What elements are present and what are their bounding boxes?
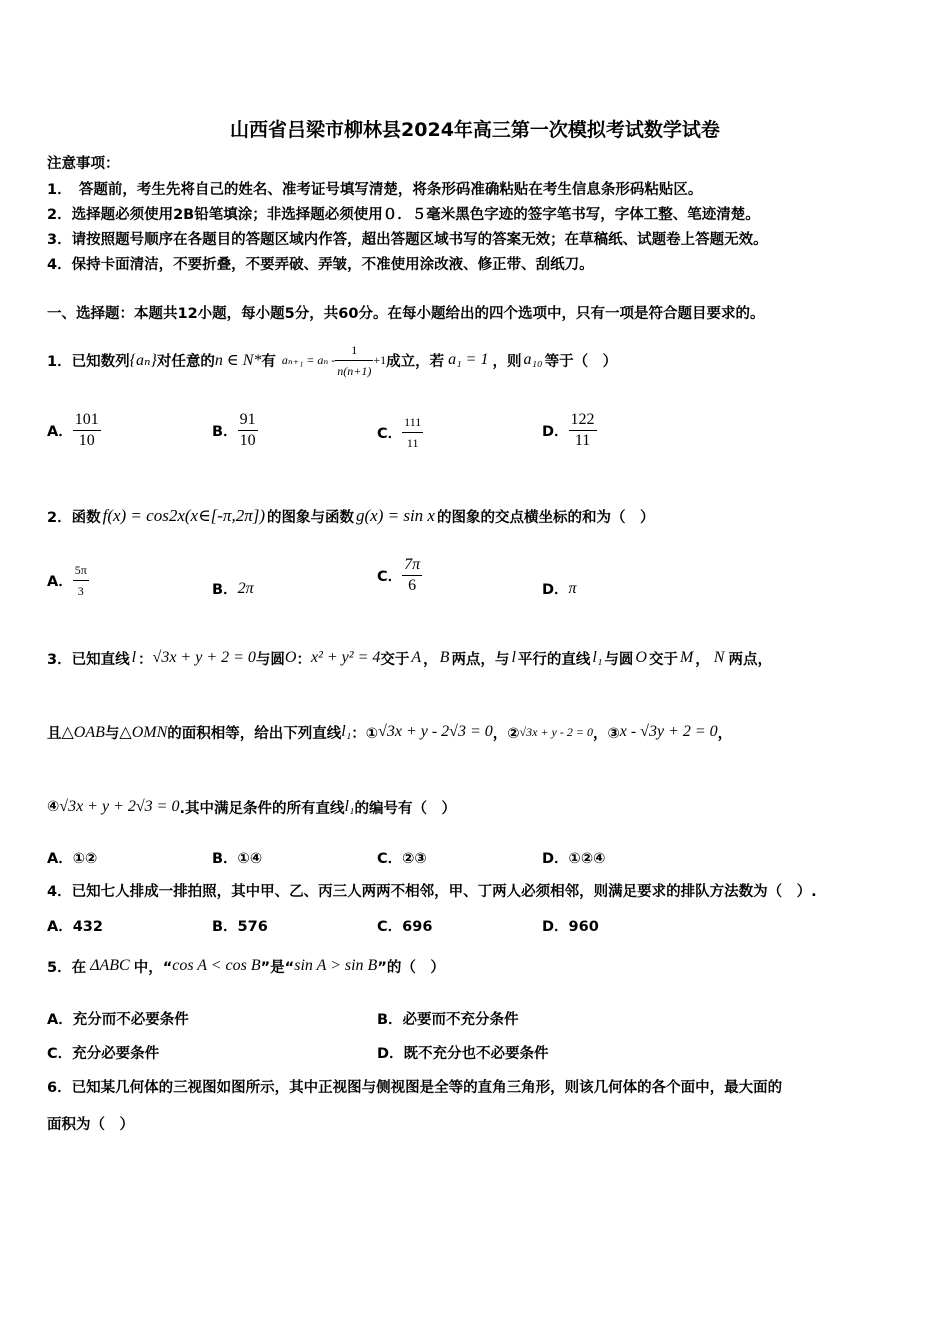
denominator: 10: [78, 432, 95, 449]
q5-condition-1: cos A < cos B: [172, 957, 261, 974]
q3-choice-4: √3x + y + 2√3 = 0: [59, 798, 180, 815]
q4-option-a[interactable]: A．432: [47, 919, 103, 935]
option-label: D．: [542, 424, 569, 440]
q3-text-8: 两点，: [728, 651, 772, 668]
q1-option-c[interactable]: [377, 412, 423, 453]
q1-recurrence-lhs: aₙ₊₁ = aₙ -: [281, 352, 336, 367]
q3-line-l1: l₁: [592, 649, 603, 666]
q3-text-10: 与: [104, 725, 120, 742]
q1-text-2: 对任意的: [156, 353, 215, 370]
option-value: 2π: [237, 579, 254, 597]
q3-text-3: 交于: [380, 651, 410, 668]
q5-option-a[interactable]: A．充分而不必要条件: [47, 1012, 189, 1028]
option-label: A．: [47, 574, 73, 590]
q2-text-2: 的图象与函数: [267, 509, 354, 526]
q3-text-12: ：①: [351, 725, 379, 742]
q3-text-11: 的面积相等，给出下列直线: [167, 725, 342, 742]
q3-text-7: 交于: [648, 651, 678, 668]
q3-text-17: .其中满足条件的所有直线: [179, 800, 345, 817]
q2-option-c[interactable]: [377, 555, 422, 596]
q3-choice-2: √3x + y - 2 = 0: [519, 724, 593, 739]
option-label: A．: [47, 424, 73, 440]
q5-triangle: ΔABC: [90, 957, 130, 974]
numerator: 5π: [73, 560, 89, 581]
q2-function-f: f(x) = cos2x(x∈[-π,2π]): [102, 506, 265, 525]
q3-option-d[interactable]: D．①②④: [542, 851, 606, 867]
q3-line-l1-c: l₁: [344, 798, 355, 815]
q4-option-c[interactable]: C．696: [377, 919, 433, 935]
q2-option-b[interactable]: [212, 578, 254, 599]
q3-text-1: 3．已知直线: [47, 651, 130, 668]
q3-choice-3: x - √3y + 2 = 0: [619, 723, 718, 740]
q1-option-d[interactable]: [542, 410, 597, 451]
page-title: 山西省吕梁市柳林县2024年高三第一次模拟考试数学试卷: [230, 119, 720, 141]
denominator: 6: [408, 577, 417, 594]
q3-point-n: N: [713, 649, 725, 666]
q3-line-l: l: [131, 649, 137, 666]
q3-circle-o-2: O: [635, 649, 647, 666]
denominator: 3: [77, 584, 84, 598]
q3-text-4: 两点，与: [451, 651, 510, 668]
q1-recurrence-tail: +1: [373, 352, 387, 367]
q3-option-b[interactable]: B．①④: [212, 851, 263, 867]
q3-text-6: 与圆: [604, 651, 634, 668]
question-4: 4．已知七人排成一排拍照，其中甲、乙、丙三人两两不相邻，甲、丁两人必须相邻，则满足要求的排队方法数为（ ）.: [47, 884, 817, 900]
option-value: π: [568, 579, 577, 597]
q2-option-a[interactable]: [47, 560, 89, 601]
q3-text-18: 的编号有（ ）: [354, 800, 456, 817]
q3-circle-equation: x² + y² = 4: [310, 649, 381, 666]
q3-text-14: ，③: [592, 725, 620, 742]
option-fraction: [73, 560, 89, 601]
q3-colon: ：: [138, 651, 153, 668]
question-6-line-1: 6．已知某几何体的三视图如图所示，其中正视图与侧视图是全等的直角三角形，则该几何体的各个面中，最大面的: [47, 1080, 783, 1096]
option-label: B．: [212, 424, 238, 440]
q1-condition: n ∈ N*: [214, 352, 262, 369]
denominator: 11: [406, 436, 419, 450]
q3-text-15: ，: [717, 725, 733, 742]
q1-text-1: 1．已知数列: [47, 353, 130, 370]
q1-option-b[interactable]: [212, 410, 258, 451]
q1-a1: a₁ = 1: [448, 351, 489, 368]
question-2: [47, 500, 654, 532]
q3-comma: ，: [423, 651, 438, 668]
option-label: C．: [377, 569, 403, 585]
q3-line-l1-b: l₁: [341, 723, 352, 740]
q5-text-1: 5．在: [47, 959, 87, 976]
numerator: 122: [569, 410, 597, 431]
q1-text-6: 等于（ ）: [544, 353, 618, 370]
q5-text-2: 中，“: [133, 959, 173, 976]
q1-a10: a₁₀: [523, 351, 543, 368]
numerator: 111: [402, 412, 423, 433]
q3-option-a[interactable]: A．①②: [47, 851, 98, 867]
q3-text-13: ，②: [492, 725, 520, 742]
notice-item-4: 4．保持卡面清洁，不要折叠，不要弄破、弄皱，不准使用涂改液、修正带、刮纸刀。: [47, 257, 594, 273]
question-5: [47, 950, 445, 982]
q5-text-3: ”是“: [260, 959, 295, 976]
question-6-line-2: 面积为（ ）: [47, 1117, 134, 1133]
q3-point-b: B: [439, 649, 450, 666]
numerator: 101: [73, 410, 101, 431]
q5-option-d[interactable]: D．既不充分也不必要条件: [377, 1046, 549, 1062]
option-label: D．: [542, 582, 569, 598]
notice-heading: 注意事项：: [47, 156, 120, 172]
q3-text-5: 平行的直线: [517, 651, 591, 668]
q3-comma-2: ，: [695, 651, 710, 668]
q2-text-1: 2．函数: [47, 509, 101, 526]
question-3-line-3: [47, 791, 456, 823]
option-fraction: [402, 412, 423, 453]
q3-colon-2: ：: [296, 651, 311, 668]
q2-text-3: 的图象的交点横坐标的和为（ ）: [436, 509, 655, 526]
q4-option-d[interactable]: D．960: [542, 919, 599, 935]
q1-rec-denominator: n(n+1): [337, 363, 372, 378]
q2-option-d[interactable]: [542, 578, 577, 599]
question-3-line-1: [47, 642, 772, 674]
denominator: 11: [574, 432, 591, 449]
numerator: 7π: [402, 555, 422, 576]
q5-text-4: ”的（ ）: [377, 959, 445, 976]
q3-circle-o: O: [284, 649, 297, 666]
q1-recurrence-fraction: [335, 340, 373, 381]
q3-option-c[interactable]: C．②③: [377, 851, 427, 867]
q3-triangle-oab: △OAB: [61, 724, 105, 741]
q3-text-2: 与圆: [255, 651, 285, 668]
q1-rec-numerator: 1: [335, 340, 373, 361]
denominator: 10: [239, 432, 256, 449]
q3-text-9: 且: [47, 725, 62, 742]
q3-point-a: A: [411, 649, 422, 666]
q1-text-5: ，则: [492, 353, 522, 370]
section-heading: 一、选择题：本题共12小题，每小题5分，共60分。在每小题给出的四个选项中，只有一项是符合题目要求的。: [47, 306, 765, 322]
q5-condition-2: sin A > sin B: [294, 957, 378, 974]
q1-text-4: 成立，若: [386, 353, 445, 370]
q1-sequence: {aₙ}: [129, 352, 157, 369]
option-fraction: [238, 410, 258, 451]
q1-text-3: 有: [261, 353, 276, 370]
q4-option-b[interactable]: B．576: [212, 919, 268, 935]
numerator: 91: [238, 410, 258, 431]
notice-item-2: 2．选择题必须使用2B铅笔填涂；非选择题必须使用０．５毫米黑色字迹的签字笔书写，字体工整、笔迹清楚。: [47, 207, 760, 223]
option-label: B．: [212, 582, 238, 598]
q3-point-m: M: [679, 649, 694, 666]
notice-item-3: 3．请按照题号顺序在各题目的答题区域内作答，超出答题区域书写的答案无效；在草稿纸、试题卷上答题无效。: [47, 232, 768, 248]
question-1: [47, 333, 617, 387]
q3-choice-1: √3x + y - 2√3 = 0: [378, 723, 493, 740]
option-fraction: [73, 410, 101, 451]
notice-item-1: 1． 答题前，考生先将自己的姓名、准考证号填写清楚，将条形码准确粘贴在考生信息条形码粘贴区。: [47, 182, 703, 198]
option-fraction: [402, 555, 422, 596]
q3-line-l-2: l: [511, 649, 516, 666]
option-label: C．: [377, 426, 403, 442]
q1-option-a[interactable]: [47, 410, 101, 451]
q3-triangle-omn: △OMN: [119, 724, 168, 741]
question-3-line-2: [47, 716, 732, 748]
option-fraction: [569, 410, 597, 451]
q2-function-g: g(x) = sin x: [356, 506, 435, 525]
q5-option-c[interactable]: C．充分必要条件: [47, 1046, 160, 1062]
q5-option-b[interactable]: B．必要而不充分条件: [377, 1012, 519, 1028]
q3-text-16: ④: [47, 799, 60, 815]
q3-line-equation: √3x + y + 2 = 0: [152, 649, 256, 666]
